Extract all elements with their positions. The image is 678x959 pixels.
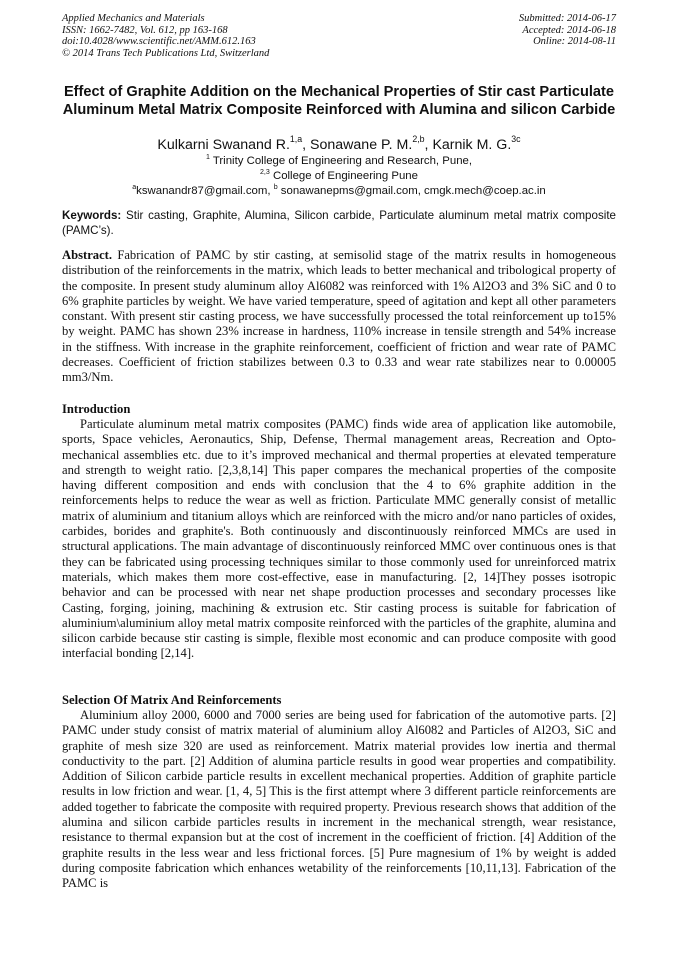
affiliation-1-text: Trinity College of Engineering and Research, Pune, [209,155,473,167]
affiliation-2-text: College of Engineering Pune [269,170,418,182]
affiliation-1-sup: 1 [205,153,210,161]
email-a: kswanandr87@gmail.com, [136,185,274,197]
author-1-sup: 1,a [289,134,303,145]
email-b-sup: b [273,183,278,191]
author-3-sup: 3c [511,134,521,145]
author-list [40,134,638,153]
copyright-line: © 2014 Trans Tech Publications Ltd, Switzerland [62,47,270,59]
author-1: Kulkarni Swanand R. [157,137,290,153]
email-b: sonawanepms@gmail.com, cmgk.mech@coep.ac.in [277,185,546,197]
author-separator: , [302,137,311,153]
introduction-text: Particulate aluminum metal matrix composites (PAMC) finds wide area of application like automobile, sports, Space vehicles, Aeronautics, Ship, Defense, Thermal management areas, Recreation and Opto-mechanical assemblies etc. due to it’s improved mechanical and thermal properties at elevated temperature and strength to weight ratio. [2,3,8,14] This paper compares the mechanical properties of the composite having different composition and ends with conclusion that the 4 to 6% graphite addition in the reinforcements helps to reduce the wear as well as friction. Particulate MMC generally consist of metallic matrix of aluminium and titanium alloys which are reinforced with the micro and/or nano particles of oxides, carbides, borides and graphite's. Both continuously and discontinuously reinforced MMCs are used in structural applications. The main advantage of discontinuously reinforced MMC over continuous ones is that they can be fabricated using processing techniques similar to those commonly used for unreinforced matrix materials, which makes them more cost-effective, ease in manufacturing. [2, 14]They posses isotropic behavior and can be processed with near net shape production processes and secondary processes like Casting, forging, joining, machining & extrusion etc. Stir casting process is suitable for fabrication of aluminium\aluminium alloy metal matrix composite reinforced with the particles of the graphite, alumina and silicon carbide because stir casting is simple, flexible most economic and can produce composite with good interfacial bonding [2,14]. [62,417,616,661]
affiliation-2-sup: 2,3 [260,168,270,176]
introduction-heading: Introduction [62,402,131,416]
paper-title: Effect of Graphite Addition on the Mechanical Properties of Stir cast Particulate Aluminum Metal Matrix Composite Reinforced with Alumina and silicon Carbide [62,84,616,118]
abstract-label: Abstract. [62,248,113,262]
selection-heading: Selection Of Matrix And Reinforcements [62,693,282,707]
accepted-date: Accepted: 2014-06-18 [522,24,616,36]
dates-info [519,13,616,48]
issn-line: ISSN: 1662-7482, Vol. 612, pp 163-168 [62,24,228,36]
email-a-sup: a [132,183,137,191]
abstract [62,248,616,386]
keywords-text: Stir casting, Graphite, Alumina, Silicon carbide, Particulate aluminum metal matrix composite (PAMC’s). [62,209,616,237]
journal-name: Applied Mechanics and Materials [62,13,205,24]
author-separator: , [424,137,433,153]
doi-line: doi:10.4028/www.scientific.net/AMM.612.163 [62,36,256,47]
selection-text: Aluminium alloy 2000, 6000 and 7000 series are being used for fabrication of the automotive parts. [2] PAMC under study consist of matrix material of aluminium alloy Al6082 and Particles of Al2O3, SiC and graphite of mesh size 320 are used as reinforcement. Matrix material provides low inertia and thermal conductivity to the part. [2] Addition of alumina particle results in good wear properties and compatibility. Addition of Silicon carbide particle results in excellent mechanical properties. Addition of graphite particle results in low friction and wear. [1, 4, 5] This is the first attempt where 3 different particle reinforcements are added together to fabricate the composite with required property. Previous research shows that addition of the alumina and silicon carbide particles results in increment in the mechanical strength, wear resistance, resistance to thermal expansion but at the cost of increment in the coefficient of friction. [4] Addition of the graphite results in the less wear and less frictional forces. [5] Pure magnesium of 1% by weight is added during composite fabrication which enhances wetability of the reinforcements [10,11,13]. Fabrication of the PAMC is [62,708,616,891]
keywords [62,208,616,238]
author-3: Karnik M. G. [432,137,512,153]
affiliation-1 [40,155,638,168]
affiliation-2 [40,170,638,183]
author-emails [40,185,638,198]
author-2-sup: 2,b [412,134,425,145]
journal-info [62,13,269,59]
submitted-date: Submitted: 2014-06-17 [518,13,616,24]
abstract-text: Fabrication of PAMC by stir casting, at semisolid stage of the matrix results in homogeneous distribution of the reinforcements in the matrix, which leads to better mechanical and tribological property of the composite. In present study aluminum alloy Al6082 was reinforced with 1% Al2O3 and 3% SiC and 0 to 6% graphite particles by weight. We have varied temperature, speed of agitation and kept all other parameters constant. With present stir casting process, we have successfully processed the total reinforcement up to15% by weight. PAMC has shown 23% increase in hardness, 110% increase in tensile strength and 54% increase in the stiffness. With increase in the graphite reinforcement, coefficient of friction and wear rate of PAMC decreases. Coefficient of friction stabilizes between 0.3 to 0.33 and wear rate stabilizes near to 0.00005 mm3/Nm. [62,248,616,385]
online-date: Online: 2014-08-11 [533,36,616,47]
author-2: Sonawane P. M. [310,137,413,153]
keywords-label: Keywords: [62,209,122,222]
